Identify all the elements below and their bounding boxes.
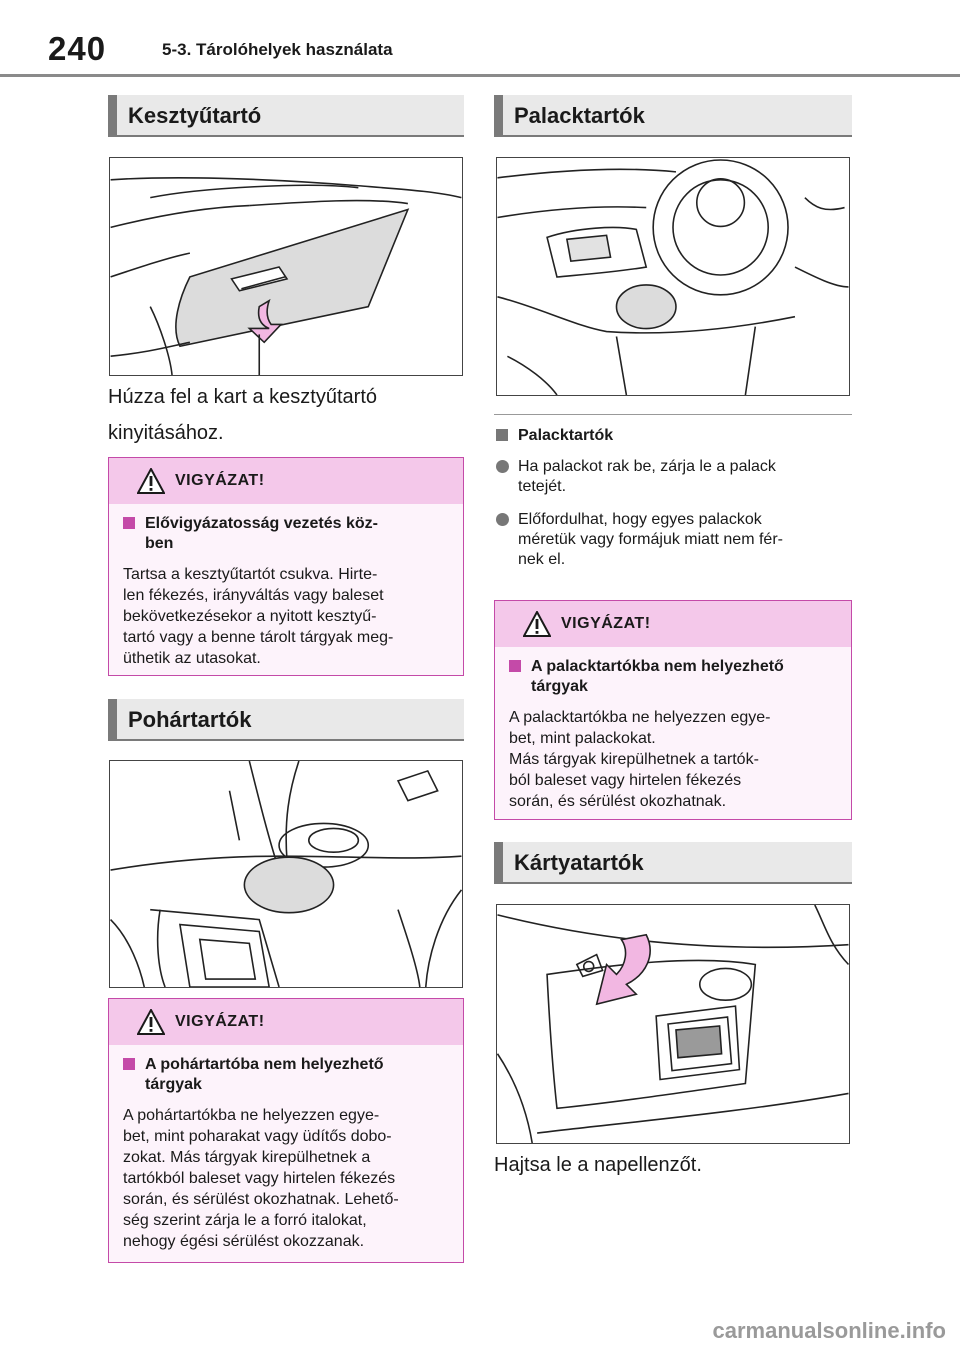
page-number: 240	[48, 30, 107, 67]
section-heading-cupholders	[108, 699, 464, 741]
heading-bar	[108, 699, 117, 739]
round-bullet-icon	[496, 460, 509, 473]
section-heading-text: Kártyatartók	[514, 850, 644, 875]
warning-label: VIGYÁZAT!	[175, 472, 265, 489]
warning-box-cupholders	[108, 998, 464, 1263]
bullet-item	[496, 457, 874, 497]
warning-triangle-icon	[137, 468, 165, 494]
warning-box-bottleholders	[494, 600, 852, 820]
bullet-item	[496, 510, 874, 570]
warning-header	[495, 601, 851, 647]
cardholder-caption: Hajtsa le a napellenzőt.	[494, 1154, 702, 1176]
sub-heading-text: Palacktartók	[518, 427, 614, 444]
glovebox-illustration	[109, 157, 463, 376]
square-bullet-icon	[123, 1058, 135, 1070]
section-heading-glovebox	[108, 95, 464, 137]
glovebox-caption	[108, 382, 464, 448]
caption-line: kinyitásához.	[108, 422, 224, 444]
section-heading-bottleholders	[494, 95, 852, 137]
square-bullet-icon	[496, 429, 508, 441]
warning-header	[109, 999, 463, 1045]
square-bullet-icon	[509, 660, 521, 672]
warning-subtitle-text: A pohártartóba nem helyezhető tárgyak	[145, 1056, 384, 1093]
warning-triangle-icon	[137, 1009, 165, 1035]
section-heading-text: Kesztyűtartó	[128, 103, 262, 128]
warning-subtitle	[123, 1055, 449, 1095]
warning-body: A pohártartókba ne helyezzen egye- bet, mint poharakat vagy üdítős dobo- zokat. Más tárgyak kirepülhetnek a tartókból baleset vagy hirtelen fékezés során, és sérülést okozhatnak. Lehető- ség szerint zárja le a forró italokat, nehogy égési sérülést okozzanak.	[123, 1107, 399, 1250]
warning-subtitle-text: A palacktartókba nem helyezhető tárgyak	[531, 658, 784, 695]
square-bullet-icon	[123, 517, 135, 529]
warning-label: VIGYÁZAT!	[175, 1013, 265, 1030]
bullet-text: Ha palackot rak be, zárja le a palack tetejét.	[518, 458, 776, 495]
caption-line: Húzza fel a kart a kesztyűtartó	[108, 386, 378, 408]
cupholder-illustration	[109, 760, 463, 988]
section-heading-text: Palacktartók	[514, 103, 645, 128]
section-heading-text: Pohártartók	[128, 707, 252, 732]
warning-body: Tartsa a kesztyűtartót csukva. Hirte- len fékezés, irányváltás vagy baleset bekövetkezésekor a nyitott kesztyű- tartó vagy a benne tárolt tárgyak meg- üthetik az utasokat.	[123, 566, 394, 667]
warning-subtitle	[123, 514, 449, 554]
warning-header	[109, 458, 463, 504]
watermark: carmanualsonline.info	[712, 1318, 946, 1343]
heading-bar	[494, 95, 503, 135]
round-bullet-icon	[496, 513, 509, 526]
heading-bar	[108, 95, 117, 135]
warning-label: VIGYÁZAT!	[561, 615, 651, 632]
warning-triangle-icon	[523, 611, 551, 637]
chapter-title: 5-3. Tárolóhelyek használata	[162, 40, 393, 59]
cardholder-illustration	[496, 904, 850, 1144]
section-heading-cardholders	[494, 842, 852, 884]
header-rule	[0, 74, 960, 77]
sub-heading-bottleholders	[496, 426, 874, 446]
bottleholder-illustration	[496, 157, 850, 396]
warning-body: A palacktartókba ne helyezzen egye- bet, mint palackokat. Más tárgyak kirepülhetnek a tartók- ból baleset vagy hirtelen fékezés során, és sérülést okozhatnak.	[509, 709, 771, 810]
warning-subtitle	[509, 657, 837, 697]
separator-line	[494, 414, 852, 415]
warning-subtitle-text: Elővigyázatosság vezetés köz- ben	[145, 515, 378, 552]
warning-box-glovebox	[108, 457, 464, 676]
heading-bar	[494, 842, 503, 882]
bullet-text: Előfordulhat, hogy egyes palackok méretük vagy formájuk miatt nem fér- nek el.	[518, 511, 783, 568]
